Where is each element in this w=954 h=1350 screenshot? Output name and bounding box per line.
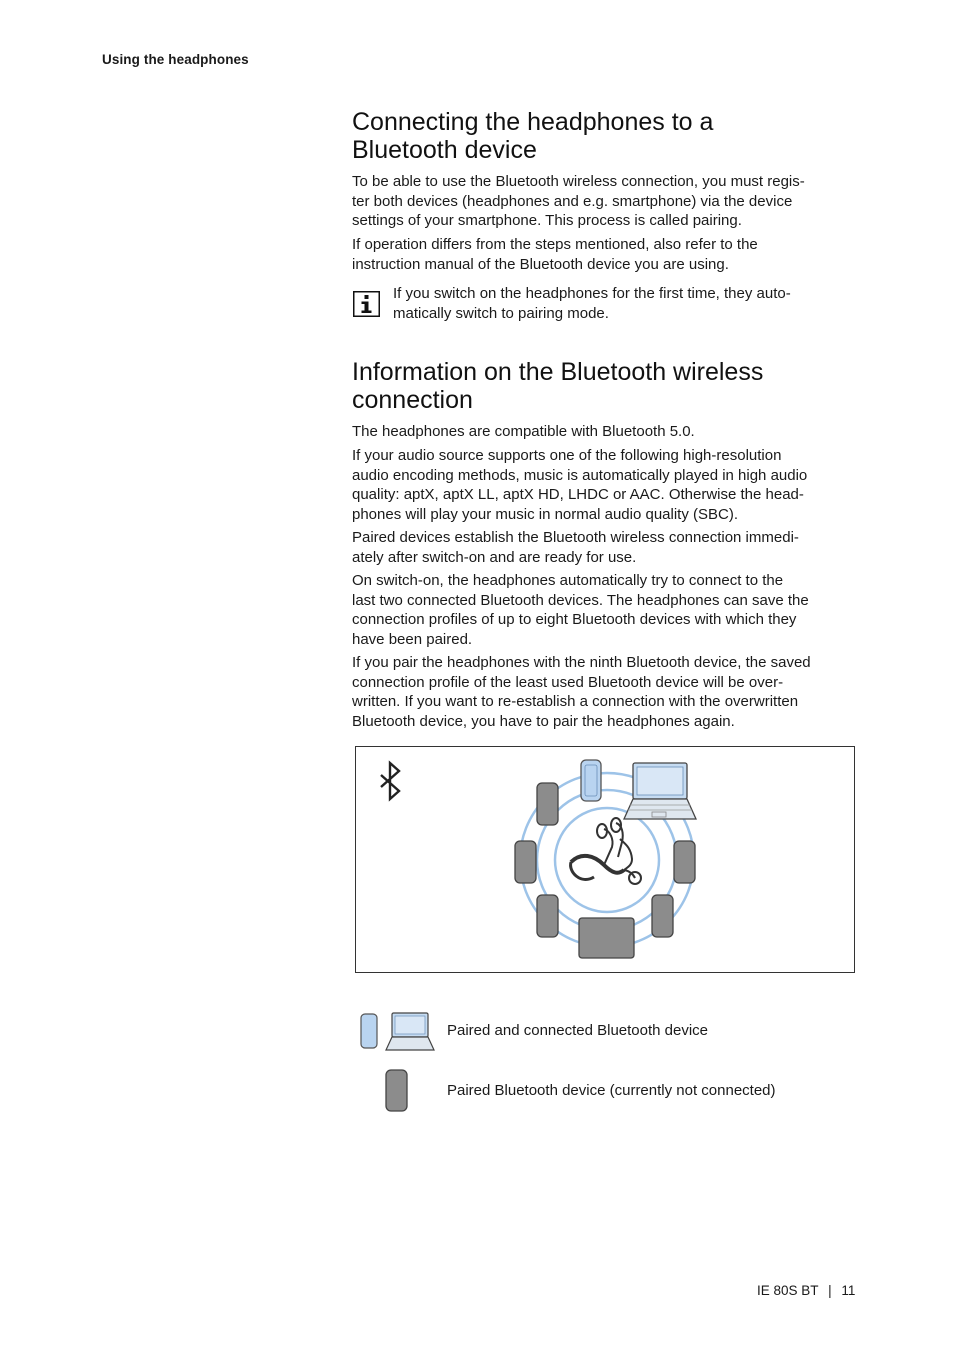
pairing-diagram-drawing [356,747,854,972]
line: instruction manual of the Bluetooth device you are using. [352,255,729,273]
section-title-info [352,358,872,414]
line: connection profile of the least used Bluetooth device will be over- [352,673,784,691]
legend-not-connected-label: Paired Bluetooth device (currently not connected) [447,1082,776,1099]
title-line: Connecting the headphones to a [352,108,714,136]
line: If operation differs from the steps mentioned, also refer to the [352,236,758,253]
not-connected-tablet-icon [579,918,634,958]
model-name: IE 80S BT [757,1283,819,1298]
line: have been paired. [352,630,473,648]
line: Paired devices establish the Bluetooth wireless connection immedi- [352,529,799,546]
info-icon [353,291,380,317]
not-connected-phone-icon [515,841,536,883]
pairing-diagram [355,746,855,973]
legend-not-connected-icon [384,1068,410,1114]
connected-phone-icon [361,1014,377,1048]
paragraph [352,528,857,567]
line: ter both devices (headphones and e.g. smartphone) via the device [352,192,793,210]
line: settings of your smartphone. This process is called pairing. [352,212,742,229]
not-connected-phone-icon [537,783,558,825]
line: Bluetooth device, you have to pair the headphones again. [352,712,735,730]
line: matically switch to pairing mode. [393,304,609,322]
line: written. If you want to re-establish a connection with the overwritten [352,693,799,710]
legend-connected-label: Paired and connected Bluetooth device [447,1022,709,1039]
page-footer [757,1283,855,1298]
footer-separator: | [828,1283,832,1298]
line: If you switch on the headphones for the first time, they auto- [393,285,791,302]
line: The headphones are compatible with Bluetooth 5.0. [352,423,695,440]
legend-connected-icons [359,1010,437,1052]
line: If you pair the headphones with the ninth Bluetooth device, the saved [352,654,811,671]
title-line: Information on the Bluetooth wireless [352,358,764,386]
connected-phone-icon [581,760,601,801]
running-header: Using the headphones [102,52,249,67]
note [393,284,853,323]
paragraph [352,571,857,649]
paragraph [352,235,857,274]
paragraph [352,653,857,731]
neckband-headphones-icon [571,818,641,884]
title-line: Bluetooth device [352,136,537,164]
section-title-pairing [352,108,872,164]
bluetooth-icon [381,763,399,799]
line: On switch-on, the headphones automatically try to connect to the [352,572,784,589]
not-connected-phone-icon [537,895,558,937]
line: connection profiles of up to eight Bluetooth devices with which they [352,611,797,628]
line: To be able to use the Bluetooth wireless connection, you must regis- [352,173,805,190]
not-connected-phone-icon [652,895,673,937]
paragraph [352,422,857,442]
line: last two connected Bluetooth devices. The headphones can save the [352,591,809,609]
page-number: 11 [841,1283,856,1298]
paragraph [352,172,857,231]
line: audio encoding methods, music is automatically played in high audio [352,466,808,484]
not-connected-phone-icon [386,1070,407,1111]
line: If your audio source supports one of the following high-resolution [352,447,782,464]
connected-laptop-icon [386,1013,434,1050]
line: ately after switch-on and are ready for use. [352,548,637,566]
line: quality: aptX, aptX LL, aptX HD, LHDC or AAC. Otherwise the head- [352,486,804,503]
paragraph [352,446,857,524]
title-line: connection [352,386,473,414]
not-connected-phone-icon [674,841,695,883]
connected-laptop-icon [624,763,696,819]
line: phones will play your music in normal audio quality (SBC). [352,505,739,523]
